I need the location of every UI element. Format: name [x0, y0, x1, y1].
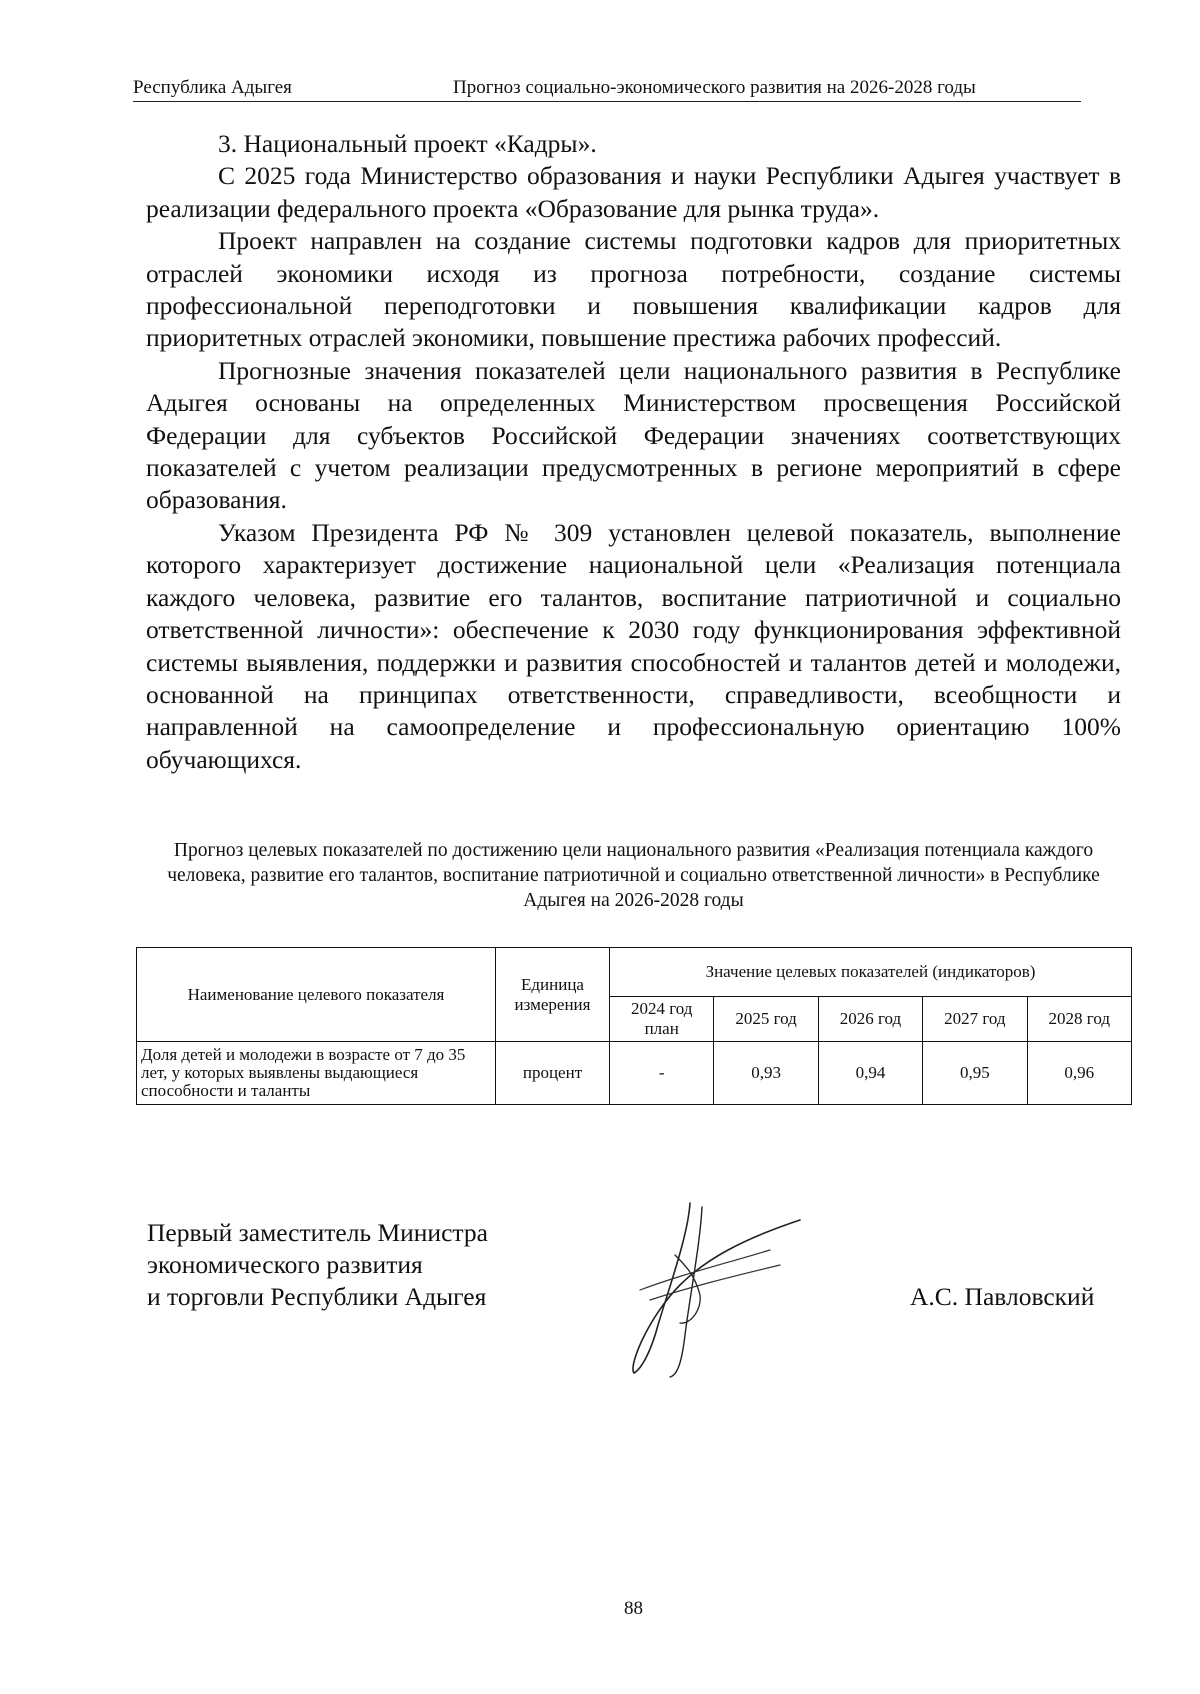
- page-number: 88: [624, 1598, 643, 1619]
- value-cell: 0,93: [714, 1042, 818, 1105]
- body-text: [146, 128, 1121, 776]
- table-row: [137, 1042, 1132, 1105]
- paragraph: Указом Президента РФ № 309 установлен целевой показатель, выполнение которого характеризует достижение национальной цели «Реализация потенциала каждого человека, развитие его талантов, воспитание патриотичной и социально ответственной личности»: обеспечение к 2030 году функционирования эффективной системы выявления, поддержки и развития способностей и талантов детей и молодежи, основанной на принципах ответственности, справедливости, всеобщности и направленной на самоопределение и профессиональную ориентацию 100% обучающихся.: [146, 517, 1121, 774]
- signatory-title-line: экономического развития: [147, 1250, 423, 1279]
- unit-cell: процент: [496, 1042, 610, 1105]
- paragraph: Прогнозные значения показателей цели национального развития в Республике Адыгея основаны на определенных Министерством просвещения Российской Федерации для субъектов Российской Федерации значениях соответствующих показателей с учетом реализации предусмотренных в регионе мероприятий в сфере образования.: [146, 355, 1121, 515]
- paragraph: С 2025 года Министерство образования и науки Республики Адыгея участвует в реализации федерального проекта «Образование для рынка труда».: [146, 161, 1121, 223]
- header-region: Республика Адыгея: [133, 77, 292, 98]
- running-header: [133, 75, 1081, 102]
- header-year: 2027 год: [923, 997, 1027, 1042]
- header-year: 2028 год: [1027, 997, 1131, 1042]
- handwritten-signature: [630, 1195, 830, 1380]
- value-cell: 0,94: [818, 1042, 922, 1105]
- header-indicator-name: Наименование целевого показателя: [137, 948, 496, 1042]
- value-cell: -: [610, 1042, 714, 1105]
- paragraph: Проект направлен на создание системы подготовки кадров для приоритетных отраслей экономики исходя из прогноза потребности, создание системы профессиональной переподготовки и повышения квалификации кадров для приоритетных отраслей экономики, повышение престижа рабочих профессий.: [146, 226, 1121, 353]
- header-year: 2024 год план: [610, 997, 714, 1042]
- table-caption: Прогноз целевых показателей по достижению цели национального развития «Реализация потенциала каждого человека, развитие его талантов, воспитание патриотичной и социально ответственной личности» в Республике Адыгея на 2026-2028 годы: [167, 840, 1100, 911]
- value-cell: 0,96: [1027, 1042, 1131, 1105]
- value-cell: 0,95: [923, 1042, 1027, 1105]
- header-year: 2025 год: [714, 997, 818, 1042]
- header-year: 2026 год: [818, 997, 922, 1042]
- indicators-table: [136, 947, 1132, 1105]
- table-header-row: [137, 948, 1132, 997]
- signatory-title: [147, 1217, 488, 1313]
- signatory-name: А.С. Павловский: [910, 1282, 1095, 1311]
- signatory-title-line: Первый заместитель Министра: [147, 1218, 488, 1247]
- section-heading: 3. Национальный проект «Кадры».: [218, 129, 597, 158]
- signatory-title-line: и торговли Республики Адыгея: [147, 1282, 487, 1311]
- header-document-title: Прогноз социально-экономического развития на 2026-2028 годы: [453, 77, 976, 98]
- header-unit: Единица измерения: [496, 948, 610, 1042]
- header-values-group: Значение целевых показателей (индикаторов): [610, 948, 1132, 997]
- indicator-name-cell: Доля детей и молодежи в возрасте от 7 до 35 лет, у которых выявлены выдающиеся способности и таланты: [137, 1042, 496, 1105]
